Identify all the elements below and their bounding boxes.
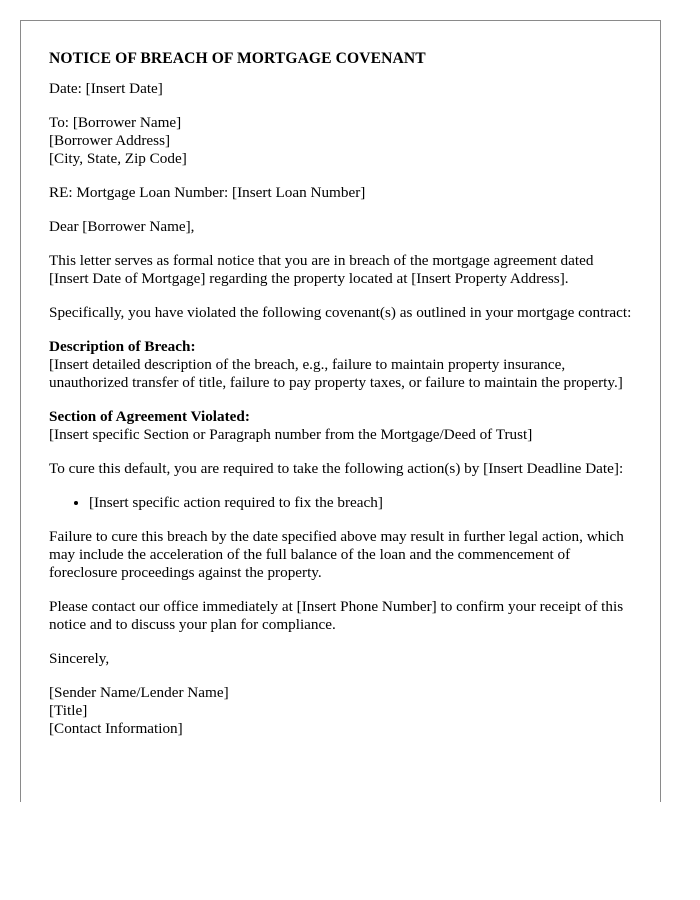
- section-violated-heading: Section of Agreement Violated:: [49, 408, 250, 425]
- section-violated-text: [Insert specific Section or Paragraph number from the Mortgage/Deed of Trust]: [49, 426, 533, 443]
- breach-description-text: [Insert detailed description of the breach, e.g., failure to maintain property insurance, unauthorized transfer of title, failure to pay property taxes, or failure to maintain the property.]: [49, 356, 623, 391]
- signature-name: [Sender Name/Lender Name]: [49, 684, 229, 701]
- action-list: [49, 494, 632, 512]
- date-line: Date: [Insert Date]: [49, 80, 163, 97]
- specifically-paragraph: Specifically, you have violated the following covenant(s) as outlined in your mortgage contract:: [49, 304, 632, 321]
- letter-title: NOTICE OF BREACH OF MORTGAGE COVENANT: [49, 50, 426, 67]
- signature-block: [49, 684, 632, 738]
- recipient-block: [49, 114, 632, 168]
- closing: Sincerely,: [49, 650, 110, 667]
- recipient-name: To: [Borrower Name]: [49, 114, 182, 131]
- failure-paragraph: Failure to cure this breach by the date specified above may result in further legal action, which may include the acceleration of the full balance of the loan and the commencement of foreclosure proceedings against the property.: [49, 528, 624, 581]
- intro-paragraph: This letter serves as formal notice that you are in breach of the mortgage agreement dated [Insert Date of Mortgage] regarding the property located at [Insert Property Address].: [49, 252, 594, 287]
- recipient-address: [Borrower Address]: [49, 132, 171, 149]
- recipient-city: [City, State, Zip Code]: [49, 150, 187, 167]
- signature-contact: [Contact Information]: [49, 720, 183, 737]
- list-item: • [Insert specific action required to fix the breach]: [89, 494, 632, 512]
- letter-document: [20, 20, 661, 802]
- section-violated: [49, 408, 632, 444]
- signature-title: [Title]: [49, 702, 88, 719]
- breach-description-heading: Description of Breach:: [49, 338, 196, 355]
- contact-paragraph: Please contact our office immediately at [Insert Phone Number] to confirm your receipt of this notice and to discuss your plan for compliance.: [49, 598, 624, 633]
- salutation: Dear [Borrower Name],: [49, 218, 195, 235]
- re-line: RE: Mortgage Loan Number: [Insert Loan Number]: [49, 184, 366, 201]
- cure-paragraph: To cure this default, you are required to take the following action(s) by [Insert Deadline Date]:: [49, 460, 624, 477]
- breach-description: [49, 338, 632, 392]
